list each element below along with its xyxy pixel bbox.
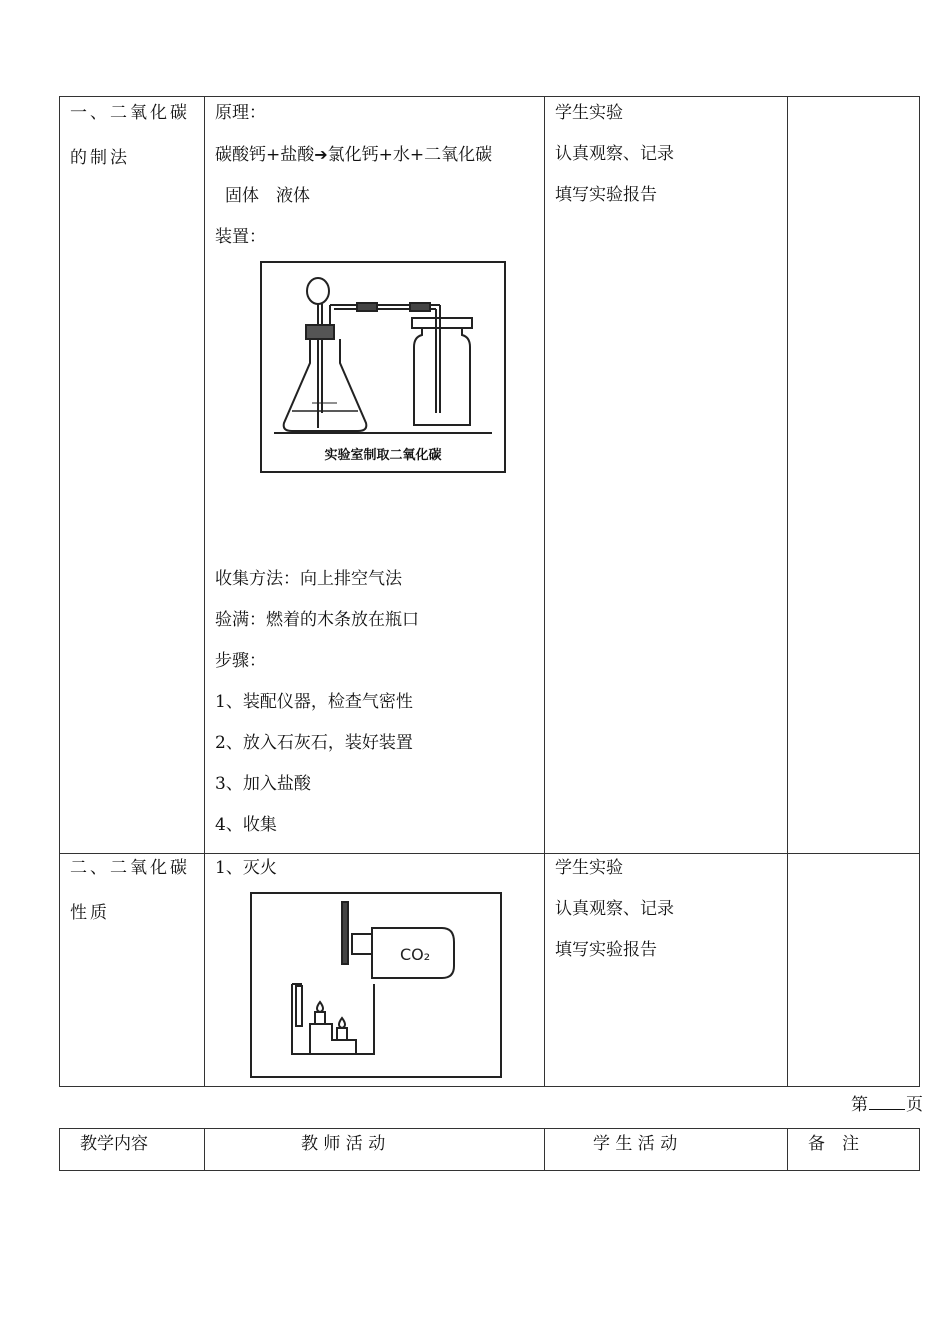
step-item: 3、加入盐酸 [215,774,311,794]
teacher-activity-cell [205,97,545,854]
remarks-cell [788,854,920,1087]
section-title-line2: 的制法 [70,148,130,168]
apparatus-label: 装置： [215,227,266,247]
lesson-table [59,96,920,1087]
section-title-line1: 一、二氧化碳 [70,103,190,123]
reactant-states: 固体 液体 [225,186,310,206]
step-item: 1、装配仪器，检查气密性 [215,692,413,712]
remarks-cell [788,97,920,854]
student-activity-cell [545,97,788,854]
item-extinguish: 1、灭火 [215,858,277,878]
page-suffix: 页 [906,1095,923,1115]
section-title-cell [60,854,205,1087]
co2-label: CO₂ [400,945,431,964]
student-activity-line: 学生实验 [555,858,623,878]
arrow-icon: ➔ [314,145,328,164]
student-activity-line: 填写实验报告 [555,185,657,205]
header-teaching-content: 教学内容 [60,1129,205,1171]
steps-label: 步骤： [215,651,266,671]
reaction-left: 碳酸钙+盐酸 [215,145,315,165]
page-number [851,1090,923,1115]
column-header-row [60,1129,920,1171]
section-row-preparation [60,97,920,854]
student-activity-line: 认真观察、记录 [555,144,674,164]
page-number-blank [869,1095,905,1110]
header-remarks: 备 注 [788,1129,920,1171]
section-title-cell [60,97,205,854]
section-title-line1: 二、二氧化碳 [70,858,190,878]
section-title-line2: 性质 [70,903,110,923]
step-item: 4、收集 [215,815,277,835]
co2-preparation-apparatus-figure [260,261,506,473]
check-full-method: 验满：燃着的木条放在瓶口 [215,610,419,630]
collection-method: 收集方法：向上排空气法 [215,569,402,589]
header-student-activity: 学 生 活 动 [545,1129,788,1171]
student-activity-line: 学生实验 [555,103,623,123]
header-teacher-activity: 教 师 活 动 [205,1129,545,1171]
apparatus-drawing [262,263,504,441]
step-item: 2、放入石灰石，装好装置 [215,733,413,753]
student-activity-line: 认真观察、记录 [555,899,674,919]
figure-caption: 实验室制取二氧化碳 [324,448,442,463]
header-row-table [59,1128,920,1171]
page-prefix: 第 [851,1095,868,1115]
reaction-right: 氯化钙+水+二氧化碳 [327,145,493,165]
student-activity-cell [545,854,788,1087]
principle-label: 原理： [215,103,266,123]
section-row-properties [60,854,920,1087]
student-activity-line: 填写实验报告 [555,940,657,960]
extinguish-drawing [252,894,500,1076]
reaction-equation [215,134,544,176]
teacher-activity-cell [205,854,545,1087]
co2-extinguish-figure [250,892,502,1078]
